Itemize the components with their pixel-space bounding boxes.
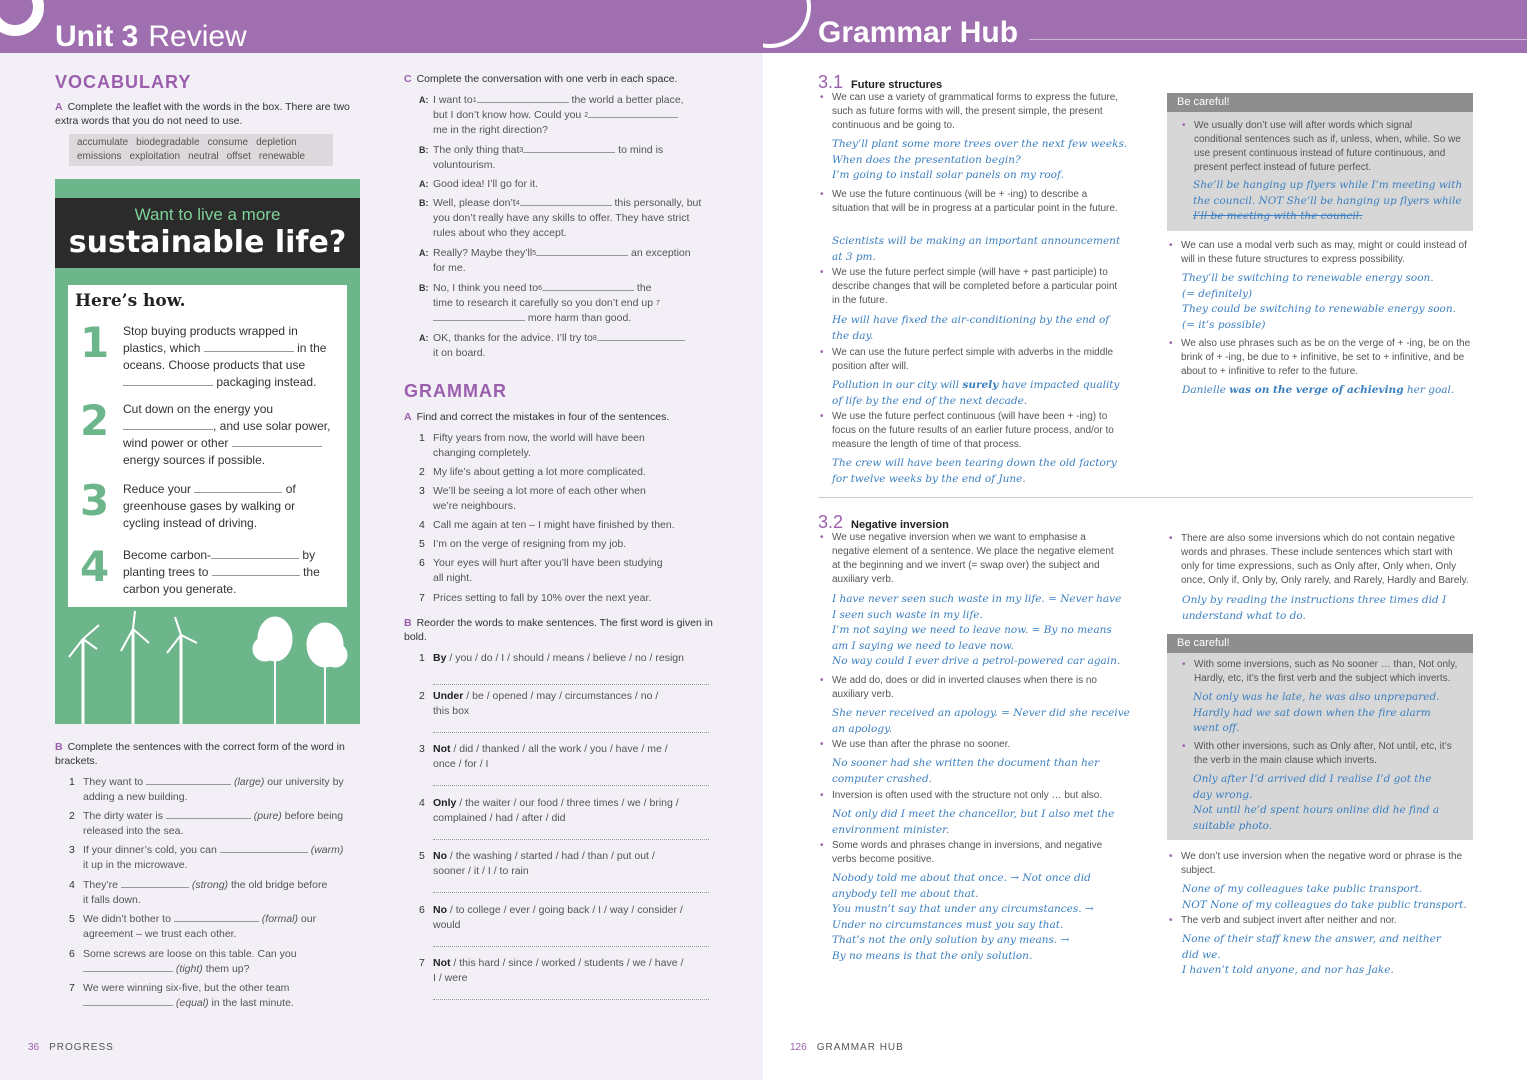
item-number: 1	[419, 432, 425, 444]
text: / did / thanked / all the work / you / have / me /	[453, 743, 668, 755]
text: an exception	[631, 247, 691, 259]
answer-blank[interactable]	[542, 281, 634, 291]
example-block: Only by reading the instructions three times did I understand what to do.	[1182, 594, 1447, 622]
text: voluntourism.	[433, 159, 496, 171]
example-block: Not only did I meet the chancellor, but I also met the environment minister.	[832, 808, 1115, 836]
bullet: • We use negative inversion when we want to emphasise a negative element of a sentence. We place the negative element at the beginning and we invert (= swap over) the subject and auxiliary verb.	[819, 531, 1119, 587]
vocab-b-item	[69, 947, 361, 977]
word-box-word: exploitation	[129, 151, 181, 162]
text: agreement – we trust each other.	[83, 928, 237, 940]
text: released into the sea.	[83, 825, 184, 837]
text: They’re	[83, 879, 119, 891]
speaker: A:	[419, 179, 429, 189]
tip-number: 4	[80, 542, 110, 591]
answer-blank[interactable]	[520, 196, 612, 206]
grammar-a-item	[419, 556, 714, 586]
gap-number: 3	[519, 147, 524, 154]
answer-blank[interactable]	[523, 143, 615, 153]
text: our university by	[267, 776, 344, 788]
speaker: A:	[419, 333, 429, 343]
item-text	[419, 556, 714, 586]
grammar-a-item	[419, 537, 714, 552]
answer-blank[interactable]	[174, 912, 259, 922]
bullet: • There are also some inversions which do not contain negative words and phrases. These include sentences which start with only for time expressions, such as Only after, Only when, Only once, Only if, Only by, Only rarely, and Rarely, Hardly and Barely.	[1168, 532, 1473, 588]
speaker: B:	[419, 283, 429, 293]
text: in the last minute.	[211, 997, 294, 1009]
example-block: None of their staff knew the answer, and neither did we. I haven’t told anyone, and nor has Jake.	[1182, 933, 1441, 976]
answer-line[interactable]	[433, 675, 709, 685]
gap-number: 5	[532, 250, 537, 257]
answer-blank[interactable]	[166, 809, 251, 819]
poster-howto: Here’s how.	[75, 291, 186, 311]
example-block: Nobody told me about that once. → Not once did anybody tell me about that. You mustn’t say that under any circumstances. → Under no circumstances must you say that. That’s not the only solution by any means. → By no means is that the only solution.	[832, 872, 1094, 962]
conversation-line	[419, 143, 714, 173]
bullet: • We can use a variety of grammatical forms to express the future, such as future forms with will, the present simple, the present continuous and be going to.	[819, 91, 1119, 133]
gap-number: 4	[515, 200, 520, 207]
poster-headline: sustainable life?	[68, 225, 347, 260]
text: / be / opened / may / circumstances / no /	[466, 690, 659, 702]
unit-title: Unit 3 Review	[55, 20, 247, 53]
text: the old bridge before	[230, 879, 328, 891]
grammar-hub-title: Grammar Hub	[818, 16, 1019, 49]
answer-blank[interactable]	[121, 878, 189, 888]
item-number: 3	[419, 743, 425, 755]
item-text	[69, 878, 361, 908]
item-text	[419, 484, 714, 514]
text: it falls down.	[83, 894, 141, 906]
item-text	[69, 912, 361, 942]
answer-line[interactable]	[433, 723, 709, 733]
item-number: 4	[419, 519, 425, 531]
item-text	[69, 809, 361, 839]
grammar-b-item	[419, 742, 714, 786]
poster-title-band	[55, 198, 360, 268]
bullet: • We also use phrases such as be on the verge of + -ing, be on the brink of + -ing, be due to + infinitive, be set to + infinitive, and be about to + infinitive to refer to the future.	[1168, 337, 1473, 379]
bullet: • We add do, does or did in inverted clauses when there is no auxiliary verb.	[819, 674, 1119, 702]
item-number: 1	[419, 652, 425, 664]
item-text	[419, 903, 714, 933]
speaker: A:	[419, 95, 429, 105]
poster-tagline: Want to live a more	[134, 205, 281, 224]
item-number: 4	[69, 879, 75, 891]
grammar-b-item	[419, 651, 714, 685]
hint: (pure)	[253, 810, 282, 822]
bullet: • We use the future continuous (will be + -ing) to describe a situation that will be in progress at a particular point in the future.	[819, 188, 1119, 216]
line-text	[419, 177, 714, 192]
text: we’re neighbours.	[433, 500, 516, 512]
bullet: • We use the future perfect simple (will have + past participle) to describe changes that will be completed before a particular point in the future.	[819, 266, 1119, 308]
be-careful-box-1	[1167, 93, 1473, 231]
text: Call me again at ten – I might have finished by then.	[433, 519, 675, 531]
text: Really? Maybe they’ll	[433, 247, 533, 259]
item-number: 2	[419, 690, 425, 702]
grammar-b-item	[419, 903, 714, 947]
section-3-1-heading: 3.1 Future structures	[818, 72, 943, 92]
left-footer: 36 PROGRESS	[28, 1042, 114, 1053]
answer-line[interactable]	[433, 776, 709, 786]
bullet: • Inversion is often used with the structure not only … but also.	[819, 789, 1119, 803]
example-block: Not only was he late, he was also unprepared. Hardly had we sat down when the fire alarm went off.	[1193, 691, 1440, 734]
item-text	[69, 947, 361, 977]
first-word: No	[433, 904, 447, 916]
text: you don’t really have any skills to offer. They have strict	[433, 212, 690, 224]
section-3-2-heading: 3.2 Negative inversion	[818, 512, 949, 532]
tip-number: 3	[80, 476, 110, 525]
text: before being	[284, 810, 344, 822]
text: would	[433, 919, 461, 931]
vocab-b-instruction: B Complete the sentences with the correct form of the word in brackets.	[55, 741, 345, 767]
item-text	[419, 742, 714, 772]
example-block: He will have fixed the air-conditioning by the end of the day.	[832, 314, 1110, 342]
tip-text: Cut down on the energy you , and use solar power, wind power or other energy sources if possible.	[123, 402, 331, 467]
hint: (tight)	[175, 963, 203, 975]
gap-number: 2	[584, 112, 589, 119]
item-number: 6	[69, 948, 75, 960]
text: We’ll be seeing a lot more of each other when	[433, 485, 646, 497]
item-number: 5	[419, 850, 425, 862]
grammar-b-item	[419, 689, 714, 733]
item-text	[419, 465, 714, 480]
item-number: 5	[69, 913, 75, 925]
first-word: By	[433, 652, 447, 664]
item-text	[419, 518, 714, 533]
answer-blank[interactable]	[477, 93, 569, 103]
example-block: No sooner had she written the document than her computer crashed.	[832, 757, 1100, 785]
text: me in the right direction?	[433, 124, 548, 136]
hint: (large)	[233, 776, 265, 788]
text: adding a new building.	[83, 791, 188, 803]
grammar-a-item	[419, 591, 714, 606]
tip-text: Stop buying products wrapped in plastics, which in the oceans. Choose products that use packaging instead.	[123, 324, 327, 389]
first-word: No	[433, 850, 447, 862]
item-text	[69, 981, 361, 1011]
answer-blank[interactable]	[83, 996, 173, 1006]
text: I / were	[433, 972, 468, 984]
grammar-a-item	[419, 465, 714, 480]
gap-number: 7	[655, 300, 660, 307]
tip-number: 2	[80, 396, 110, 445]
example-block: Only after I’d arrived did I realise I’d got the day wrong. Not until he’d spent hours online did he find a suitable photo.	[1193, 773, 1440, 832]
text: the	[636, 282, 652, 294]
text: / the waiter / our food / three times / we / bring /	[459, 797, 679, 809]
text: We didn’t bother to	[83, 913, 171, 925]
answer-blank[interactable]	[220, 843, 308, 853]
vocab-c-instruction: C Complete the conversation with one verb in each space.	[404, 73, 678, 85]
answer-blank[interactable]	[433, 311, 525, 321]
line-text	[419, 246, 714, 276]
line-text	[419, 93, 714, 138]
text: / to college / ever / going back / I / way / consider /	[449, 904, 683, 916]
text: this personally, but	[614, 197, 702, 209]
answer-blank[interactable]	[146, 775, 231, 785]
text: but I don’t know how. Could you	[433, 109, 582, 121]
conversation-line	[419, 177, 714, 192]
text: to mind is	[618, 144, 664, 156]
text: The only thing that	[433, 144, 520, 156]
text: sooner / it / I / to rain	[433, 865, 529, 877]
unit-header-band	[0, 0, 763, 53]
example-block: Pollution in our city will surely have impacted quality of life by the end of the next decade.	[832, 379, 1120, 407]
bullet: • We can use the future perfect simple with adverbs in the middle position after will.	[819, 346, 1119, 374]
answer-blank[interactable]	[597, 331, 685, 341]
item-text	[419, 537, 714, 552]
first-word: Not	[433, 743, 451, 755]
answer-line[interactable]	[433, 937, 709, 947]
bullet: • We can use a modal verb such as may, might or could instead of will in these future structures to express possibility.	[1168, 239, 1473, 267]
gap-number: 6	[538, 285, 542, 292]
item-text	[419, 796, 714, 826]
text: Well, please don’t	[433, 197, 516, 209]
item-text	[419, 431, 714, 461]
grammar-b-instruction: B Reorder the words to make sentences. The first word is given in bold.	[404, 617, 713, 643]
sustainable-life-poster	[55, 179, 360, 724]
grammar-heading: GRAMMAR	[404, 381, 507, 401]
right-page	[763, 0, 1527, 1080]
be-careful-title: Be careful!	[1167, 634, 1473, 653]
item-number: 4	[419, 797, 425, 809]
answer-line[interactable]	[433, 990, 709, 1000]
item-text	[69, 775, 361, 805]
text: more harm than good.	[527, 312, 632, 324]
bullet: • We use than after the phrase no sooner.	[819, 738, 1119, 752]
tip-text: Reduce your of greenhouse gases by walking or cycling instead of driving.	[123, 482, 296, 530]
item-text	[419, 591, 714, 606]
word-box-word: consume	[207, 137, 249, 148]
text: / the washing / started / had / than / put out /	[449, 850, 655, 862]
section-divider	[818, 497, 1473, 498]
answer-blank[interactable]	[536, 246, 628, 256]
conversation-line	[419, 246, 714, 276]
item-number: 2	[69, 810, 75, 822]
text: We were winning six-five, but the other team	[83, 982, 290, 994]
line-text	[419, 331, 714, 361]
vocabulary-heading: VOCABULARY	[55, 72, 192, 92]
hint: (formal)	[261, 913, 298, 925]
text: for me.	[433, 262, 466, 274]
item-number: 1	[69, 776, 75, 788]
example-block: She’ll be hanging up flyers while I’m meeting with the council. NOT She’ll be hanging up flyers while I’ll be meeting with the council.	[1193, 179, 1463, 222]
example-block: The crew will have been tearing down the old factory for twelve weeks by the end of June.	[832, 457, 1117, 485]
line-text	[419, 143, 714, 173]
vocab-a-instruction: A Complete the leaflet with the words in the box. There are two extra words that you do not need to use.	[55, 101, 350, 127]
item-number: 7	[419, 957, 425, 969]
hint: (equal)	[175, 997, 209, 1009]
example-block: They’ll be switching to renewable energy soon. (= definitely) They could be switching to renewable energy soon. (= it’s possible)	[1182, 272, 1456, 331]
item-number: 7	[69, 982, 75, 994]
text: Some screws are loose on this table. Can you	[83, 948, 297, 960]
line-text	[419, 281, 714, 326]
text: once / for / I	[433, 758, 489, 770]
word-box-row	[77, 150, 325, 164]
speaker: B:	[419, 145, 429, 155]
word-box-word: offset	[226, 151, 251, 162]
answer-blank[interactable]	[588, 108, 678, 118]
text: OK, thanks for the advice. I’ll try to	[433, 332, 593, 344]
left-page	[0, 0, 763, 1080]
grammar-b-item	[419, 956, 714, 1000]
bullet: • Some words and phrases change in inversions, and negative verbs become positive.	[819, 839, 1119, 867]
answer-blank[interactable]	[83, 962, 173, 972]
conversation-line	[419, 93, 714, 138]
text: / you / do / I / should / means / believe / no / resign	[449, 652, 684, 664]
bullet: • We usually don’t use will after words which signal conditional sentences such as if, unless, when, while. So we use present continuous instead of future continuous, and present perfect instead of future perfect.	[1181, 119, 1461, 175]
first-word: Not	[433, 957, 451, 969]
text: all night.	[433, 572, 473, 584]
hint: (strong)	[191, 879, 229, 891]
wind-turbines-illustration	[55, 609, 360, 724]
grammar-a-item	[419, 518, 714, 533]
text: If your dinner’s cold, you can	[83, 844, 217, 856]
right-footer: 126 GRAMMAR HUB	[790, 1042, 904, 1053]
item-text	[419, 689, 714, 719]
item-text	[69, 843, 361, 873]
text: them up?	[205, 963, 250, 975]
item-number: 5	[419, 538, 425, 550]
example-block: They’ll plant some more trees over the next few weeks. When does the presentation begin? I’m going to install solar panels on my roof.	[832, 138, 1128, 181]
text: / this hard / since / worked / students / we / have /	[453, 957, 684, 969]
text: My life’s about getting a lot more complicated.	[433, 466, 646, 478]
item-number: 3	[419, 485, 425, 497]
item-number: 6	[419, 904, 425, 916]
item-text	[419, 956, 714, 986]
text: time to research it carefully so you don’t end up	[433, 297, 654, 309]
item-text	[419, 651, 714, 666]
example-block: Scientists will be making an important announcement at 3 pm.	[832, 235, 1121, 263]
text: complained / had / after / did	[433, 812, 566, 824]
bullet: • With other inversions, such as Only after, Not until, etc, it’s the verb in the main clause which inverts.	[1181, 740, 1461, 768]
text: Prices setting to fall by 10% over the next year.	[433, 592, 652, 604]
bullet: • We use the future perfect continuous (will have been + -ing) to focus on the future results of an earlier future process, and/or to measure the length of time of that process.	[819, 410, 1119, 452]
word-box-word: neutral	[188, 151, 219, 162]
example-block: None of my colleagues take public transport. NOT None of my colleagues do take public transport.	[1182, 883, 1467, 911]
text: the world a better place,	[571, 94, 684, 106]
first-word: Under	[433, 690, 464, 702]
word-box-word: emissions	[77, 151, 122, 162]
word-box-word: accumulate	[77, 137, 129, 148]
item-number: 2	[419, 466, 425, 478]
vocab-b-item	[69, 843, 361, 873]
speaker: A:	[419, 248, 429, 258]
tip-text: Become carbon- by planting trees to the carbon you generate.	[123, 548, 320, 596]
word-box-word: depletion	[256, 137, 297, 148]
word-box-row	[77, 136, 325, 150]
vocab-b-item	[69, 775, 361, 805]
example-block: I have never seen such waste in my life. = Never have I seen such waste in my life. I’m not saying we need to leave now. = By no means am I saying we need to leave now. No way could I ever drive a petrol-powered car again.	[832, 593, 1122, 667]
grammar-a-instruction: A Find and correct the mistakes in four of the sentences.	[404, 411, 670, 423]
text: The dirty water is	[83, 810, 163, 822]
answer-line[interactable]	[433, 883, 709, 893]
header-rule	[1029, 39, 1527, 40]
text: our	[300, 913, 317, 925]
text: rules about who they accept.	[433, 227, 567, 239]
vocab-b-item	[69, 878, 361, 908]
hint: (warm)	[310, 844, 344, 856]
vocab-b-item	[69, 981, 361, 1011]
text: They want to	[83, 776, 144, 788]
answer-line[interactable]	[433, 830, 709, 840]
text: I’m on the verge of resigning from my job.	[433, 538, 627, 550]
grammar-b-item	[419, 796, 714, 840]
grammar-a-item	[419, 484, 714, 514]
gap-number: 1	[472, 97, 477, 104]
text: Good idea! I’ll go for it.	[433, 178, 539, 190]
item-number: 7	[419, 592, 425, 604]
text: this box	[433, 705, 470, 717]
vocab-b-item	[69, 809, 361, 839]
header-curve-decoration	[0, 0, 44, 36]
speaker: B:	[419, 198, 429, 208]
conversation-line	[419, 196, 714, 241]
item-number: 3	[69, 844, 75, 856]
item-number: 6	[419, 557, 425, 569]
line-text	[419, 196, 714, 241]
grammar-a-item	[419, 431, 714, 461]
bullet: • With some inversions, such as No sooner … than, Not only, Hardly, etc, it’s the first verb and the subject which inverts.	[1181, 658, 1461, 686]
be-careful-title: Be careful!	[1167, 93, 1473, 112]
text: changing completely.	[433, 447, 531, 459]
grammar-hub-header-band	[763, 0, 1527, 53]
conversation-line	[419, 281, 714, 326]
gap-number: 8	[592, 335, 597, 342]
text: it up in the microwave.	[83, 859, 188, 871]
first-word: Only	[433, 797, 457, 809]
bullet: • We don’t use inversion when the negative word or phrase is the subject.	[1168, 850, 1473, 878]
example-block: She never received an apology. = Never did she receive an apology.	[832, 707, 1130, 735]
grammar-b-item	[419, 849, 714, 893]
item-text	[419, 849, 714, 879]
poster-tips-card	[68, 285, 347, 607]
text: it on board.	[433, 347, 486, 359]
text: Fifty years from now, the world will have been	[433, 432, 645, 444]
example-block: Danielle was on the verge of achieving her goal.	[1182, 384, 1455, 396]
bullet: • The verb and subject invert after neither and nor.	[1168, 914, 1473, 928]
word-box	[69, 134, 333, 166]
text: No, I think you need to	[433, 282, 539, 294]
text: Your eyes will hurt after you’ll have been studying	[433, 557, 663, 569]
tip-number: 1	[80, 318, 110, 367]
word-box-word: renewable	[258, 151, 306, 162]
word-box-word: biodegradable	[136, 137, 200, 148]
vocab-b-item	[69, 912, 361, 942]
conversation-line	[419, 331, 714, 361]
be-careful-box-2	[1167, 634, 1473, 840]
header-curve-inner	[763, 0, 807, 44]
text: I want to	[433, 94, 473, 106]
